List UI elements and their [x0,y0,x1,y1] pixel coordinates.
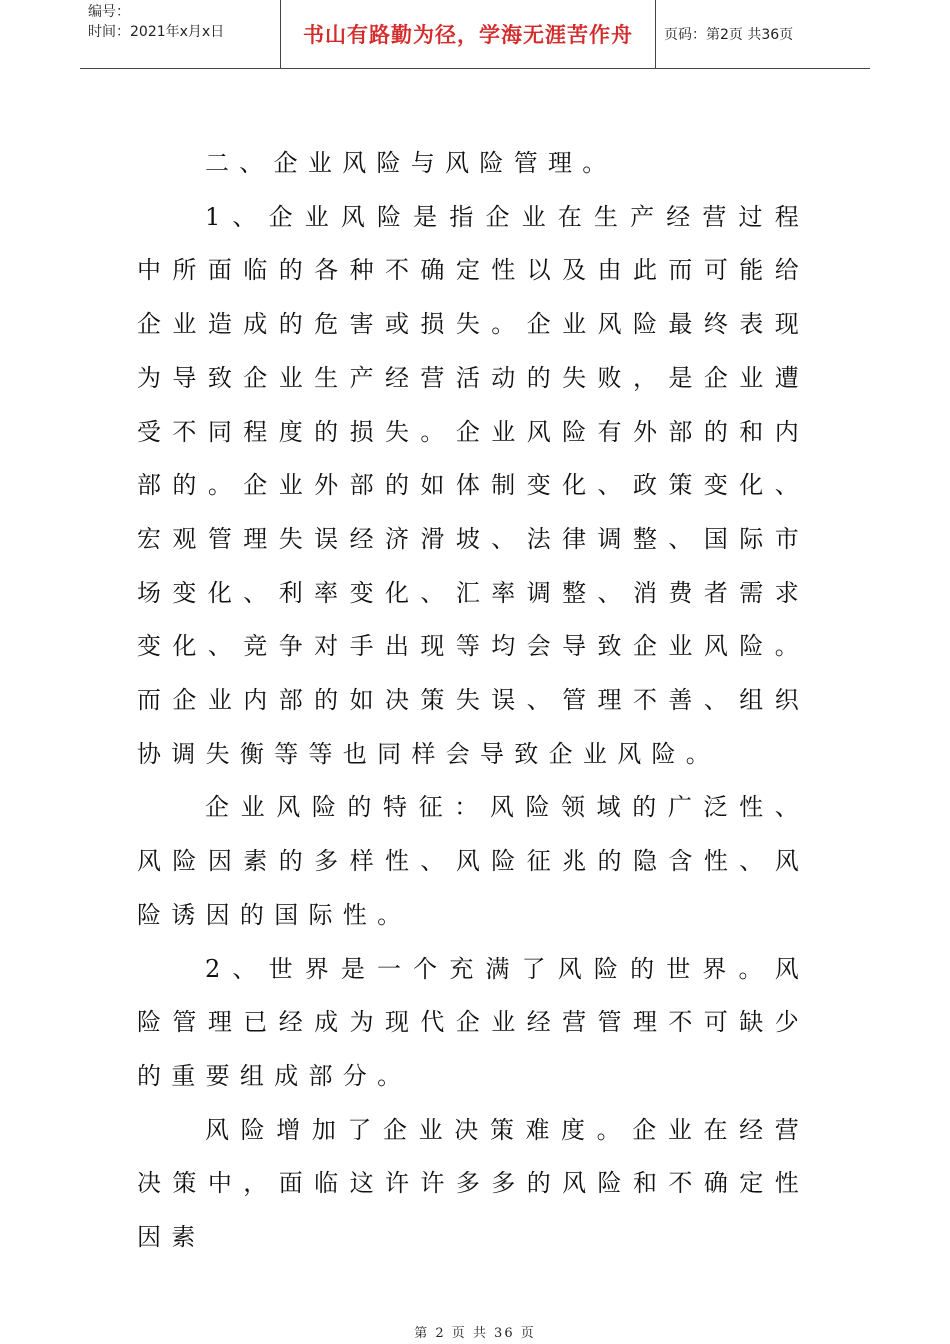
paragraph: 2、世界是一个充满了风险的世界。风险管理已经成为现代企业经营管理不可缺少的重要组成部分。 [137,954,809,1090]
time-label: 时间：2021年x月x日 [88,24,225,40]
number-label: 编号： [88,4,130,20]
header-page-info: 页码：第2页 共36页 [664,27,794,43]
page-footer: 第 2 页 共 36 页 [414,1326,536,1341]
paragraph: 企业风险的特征：风险领域的广泛性、风险因素的多样性、风险征兆的隐含性、风险诱因的国际性。 [137,793,809,929]
paragraph: 1、企业风险是指企业在生产经营过程中所面临的各种不确定性以及由此而可能给企业造成的危害或损失。企业风险最终表现为导致企业生产经营活动的失败，是企业遭受不同程度的损失。企业风险有外部的和内部的。企业外部的如体制变化、政策变化、宏观管理失误经济滑坡、法律调整、国际市场变化、利率变化、汇率调整、消费者需求变化、竞争对手出现等均会导致企业风险。而企业内部的如决策失误、管理不善、组织协调失衡等等也同样会导致企业风险。 [137,202,809,768]
header-motto [281,0,656,68]
page-header [80,0,870,69]
document-body [137,137,809,1265]
paragraph: 风险增加了企业决策难度。企业在经营决策中，面临这许许多多的风险和不确定性因素 [137,1115,809,1252]
header-meta [80,0,281,68]
section-heading: 二、企业风险与风险管理。 [205,149,617,177]
motto-text: 书山有路勤为径，学海无涯苦作舟 [303,23,633,47]
